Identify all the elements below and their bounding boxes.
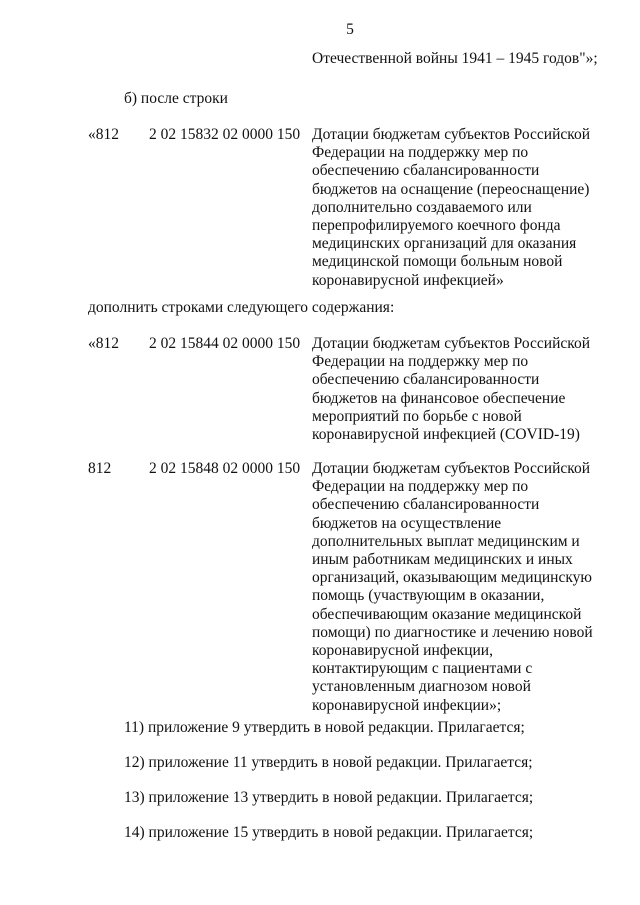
page-number: 5 <box>346 21 354 38</box>
description-line: коронавирусной инфекцией (COVID-19) <box>312 426 580 444</box>
description-line: Федерации на поддержку мер по <box>312 478 529 496</box>
description-line: обеспечению сбалансированности <box>312 496 540 514</box>
description-line: обеспечивающим оказание медицинской <box>312 605 582 623</box>
description-line: Дотации бюджетам субъектов Российской <box>312 126 591 143</box>
description-line: коронавирусной инфекцией» <box>312 271 504 289</box>
supplement-text: дополнить строками следующего содержания: <box>88 299 395 316</box>
list-item: 13) приложение 13 утвердить в новой редакции. Прилагается; <box>124 789 534 806</box>
code-cell: «812 <box>88 126 119 143</box>
description-line: мероприятий по борьбе с новой <box>312 407 522 425</box>
description-line: медицинской помощи больным новой <box>312 253 563 271</box>
description-line: перепрофилируемого коечного фонда <box>312 217 561 235</box>
list-item: 11) приложение 9 утвердить в новой редакции. Прилагается; <box>124 719 525 736</box>
code-cell: «812 <box>88 335 119 352</box>
description-line: Федерации на поддержку мер по <box>312 353 529 371</box>
description-line: Федерации на поддержку мер по <box>312 144 529 162</box>
description-cell <box>312 460 612 715</box>
description-line: установленным диагнозом новой <box>312 678 531 696</box>
kbk-cell: 2 02 15848 02 0000 150 <box>149 460 301 477</box>
code-cell: 812 <box>88 460 112 477</box>
description-line: Дотации бюджетам субъектов Российской <box>312 460 591 477</box>
kbk-cell: 2 02 15832 02 0000 150 <box>149 126 301 143</box>
instruction-after-line: б) после строки <box>124 90 228 107</box>
description-line: коронавирусной инфекции, <box>312 642 493 660</box>
description-line: бюджетов на оснащение (переоснащение) <box>312 180 590 198</box>
description-line: обеспечению сбалансированности <box>312 162 540 180</box>
description-line: бюджетов на финансовое обеспечение <box>312 389 566 407</box>
description-line: дополнительно создаваемого или <box>312 198 532 216</box>
description-line: медицинских организаций для оказания <box>312 235 577 253</box>
description-line: иным работникам медицинских и иных <box>312 551 573 569</box>
description-cell <box>312 335 612 444</box>
description-line: дополнительных выплат медицинским и <box>312 532 580 550</box>
description-line: контактирующим с пациентами с <box>312 660 533 678</box>
description-line: организаций, оказывающим медицинскую <box>312 569 592 587</box>
description-line: бюджетов на осуществление <box>312 514 502 532</box>
list-item: 14) приложение 15 утвердить в новой редакции. Прилагается; <box>124 824 534 841</box>
continued-text-line: Отечественной войны 1941 – 1945 годов"»; <box>312 50 598 67</box>
kbk-cell: 2 02 15844 02 0000 150 <box>149 335 301 352</box>
description-line: Дотации бюджетам субъектов Российской <box>312 335 591 352</box>
description-cell <box>312 126 612 290</box>
description-line: помощи) по диагностике и лечению новой <box>312 623 593 641</box>
description-line: обеспечению сбалансированности <box>312 371 540 389</box>
description-line: помощь (участвующим в оказании, <box>312 587 545 605</box>
list-item: 12) приложение 11 утвердить в новой редакции. Прилагается; <box>124 754 533 771</box>
description-line: коронавирусной инфекции»; <box>312 696 502 714</box>
